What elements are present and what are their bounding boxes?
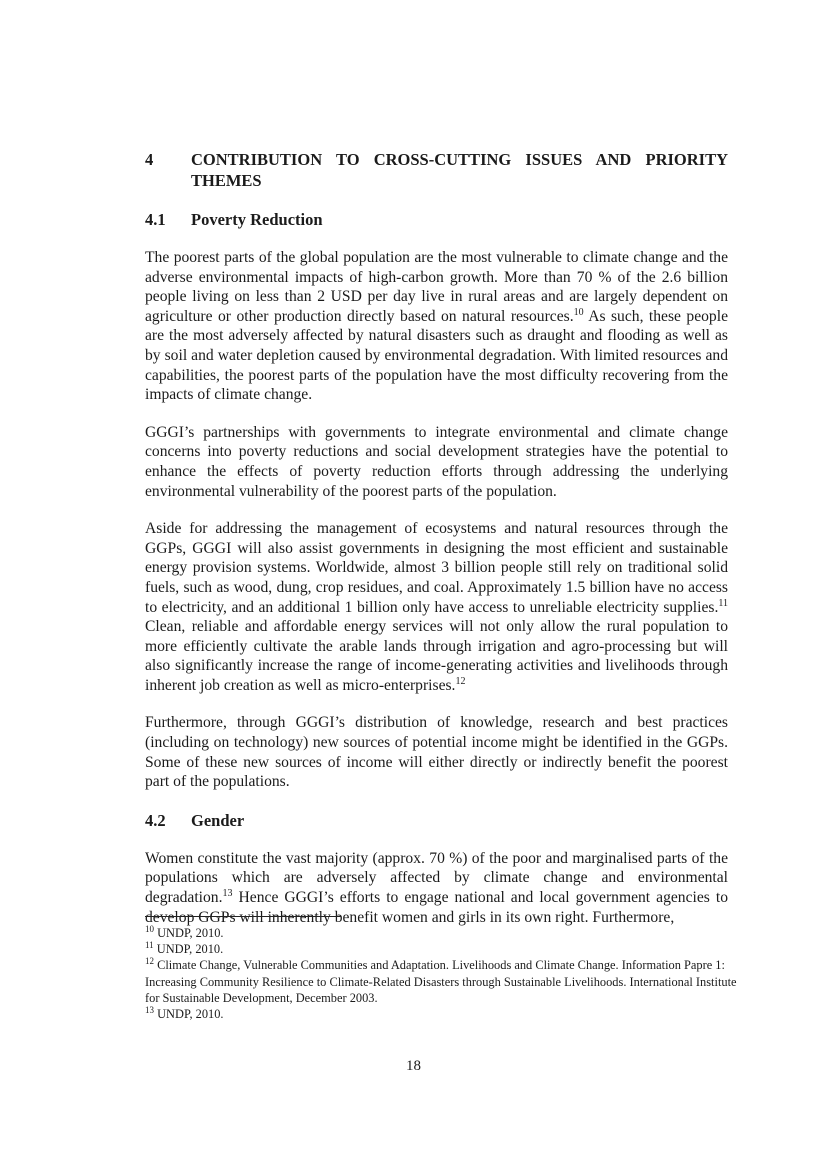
- footnote-13: [145, 1006, 745, 1022]
- section-4-heading: [145, 149, 728, 191]
- footnote-text: Climate Change, Vulnerable Communities and Adaptation. Livelihoods and Climate Change. Information Papre 1: Increasing Community Resilience to Climate-Related Disasters through Sustainable Livelihoods. International Institute for Sustainable Development, December 2003.: [145, 958, 737, 1005]
- section-4-title: CONTRIBUTION TO CROSS-CUTTING ISSUES AND PRIORITY THEMES: [191, 150, 728, 190]
- paragraph-text: Clean, reliable and affordable energy services will not only allow the rural population to more efficiently cultivate the arable lands through irrigation and agro-processing but will also significantly increase the range of income-generating activities and livelihoods through inherent job creation as well as micro-enterprises.: [145, 618, 728, 694]
- footnote-number: 11: [145, 940, 154, 951]
- section-4-number: 4: [145, 150, 154, 169]
- footnote-12: [145, 957, 745, 1006]
- footnote-text: UNDP, 2010.: [154, 926, 224, 940]
- footnote-text: UNDP, 2010.: [153, 942, 224, 957]
- paragraph-text: Aside for addressing the management of ecosystems and natural resources through the GGPs, GGGI will also assist governments in designing the most efficient and sustainable energy provision systems. Worldwide, almost 3 billion people still rely on traditional solid fuels, such as wood, dung, crop residues, and coal. Approximately 1.5 billion have no access to electricity, and an additional 1 billion only have access to unreliable electricity supplies.: [145, 520, 728, 616]
- section-4-2-heading: [145, 810, 728, 831]
- footnote-number: 13: [145, 1005, 154, 1016]
- footnote-11: [145, 941, 745, 957]
- footnote-ref-10[interactable]: 10: [573, 306, 584, 318]
- section-4-1-title: Poverty Reduction: [191, 210, 323, 229]
- footnote-divider: [145, 916, 341, 917]
- page-number: 18: [406, 1058, 421, 1074]
- paragraph-text: Women constitute the vast majority (approx. 70 %) of the poor and marginalised parts of the populations which are adversely affected by climate change and environmental degradation.: [145, 849, 728, 907]
- poverty-paragraph-1: [145, 248, 728, 405]
- paragraph-text: The poorest parts of the global population are the most vulnerable to climate change and the adverse environmental impacts of high-carbon growth. More than 70 % of the 2.6 billion people living on less than 2 USD per day live in rural areas and are largely dependent on agriculture or other production directly based on natural resources.: [145, 249, 728, 325]
- footnote-number: 10: [145, 924, 154, 934]
- poverty-paragraph-2: GGGI’s partnerships with governments to integrate environmental and climate change concerns into poverty reductions and social development strategies have the potential to enhance the effects of poverty reduction efforts through addressing the underlying environmental vulnerability of the poorest parts of the population.: [145, 423, 728, 500]
- footnote-ref-13[interactable]: 13: [222, 888, 233, 900]
- section-4-2-number: 4.2: [145, 810, 166, 830]
- page-body: [145, 149, 728, 927]
- footnote-10: [145, 925, 745, 941]
- paragraph-text: Hence GGGI’s efforts to engage national and local government agencies to develop GGPs will inherently benefit women and girls in its own right. Furthermore,: [145, 889, 728, 926]
- footnote-number: 12: [145, 956, 154, 967]
- footnotes: [145, 916, 745, 1022]
- poverty-paragraph-4: Furthermore, through GGGI’s distribution of knowledge, research and best practices (including on technology) new sources of potential income might be identified in the GGPs. Some of these new sources of income will either directly or indirectly benefit the poorest part of the populations.: [145, 714, 728, 791]
- section-4-1-number: 4.1: [145, 210, 166, 229]
- footnote-text: UNDP, 2010.: [154, 1007, 224, 1022]
- footnote-ref-11[interactable]: 11: [718, 597, 728, 609]
- paragraph-text: As such, these people are the most adversely affected by natural disasters such as draught and flooding as well as by soil and water depletion caused by environmental degradation. With limited resources and capabilities, the poorest parts of the population have the most difficulty recovering from the impacts of climate change.: [145, 307, 728, 404]
- section-4-1-heading: [145, 209, 728, 230]
- footnote-ref-12[interactable]: 12: [455, 675, 466, 687]
- poverty-paragraph-3: [145, 519, 728, 695]
- section-4-2-title: Gender: [191, 810, 245, 830]
